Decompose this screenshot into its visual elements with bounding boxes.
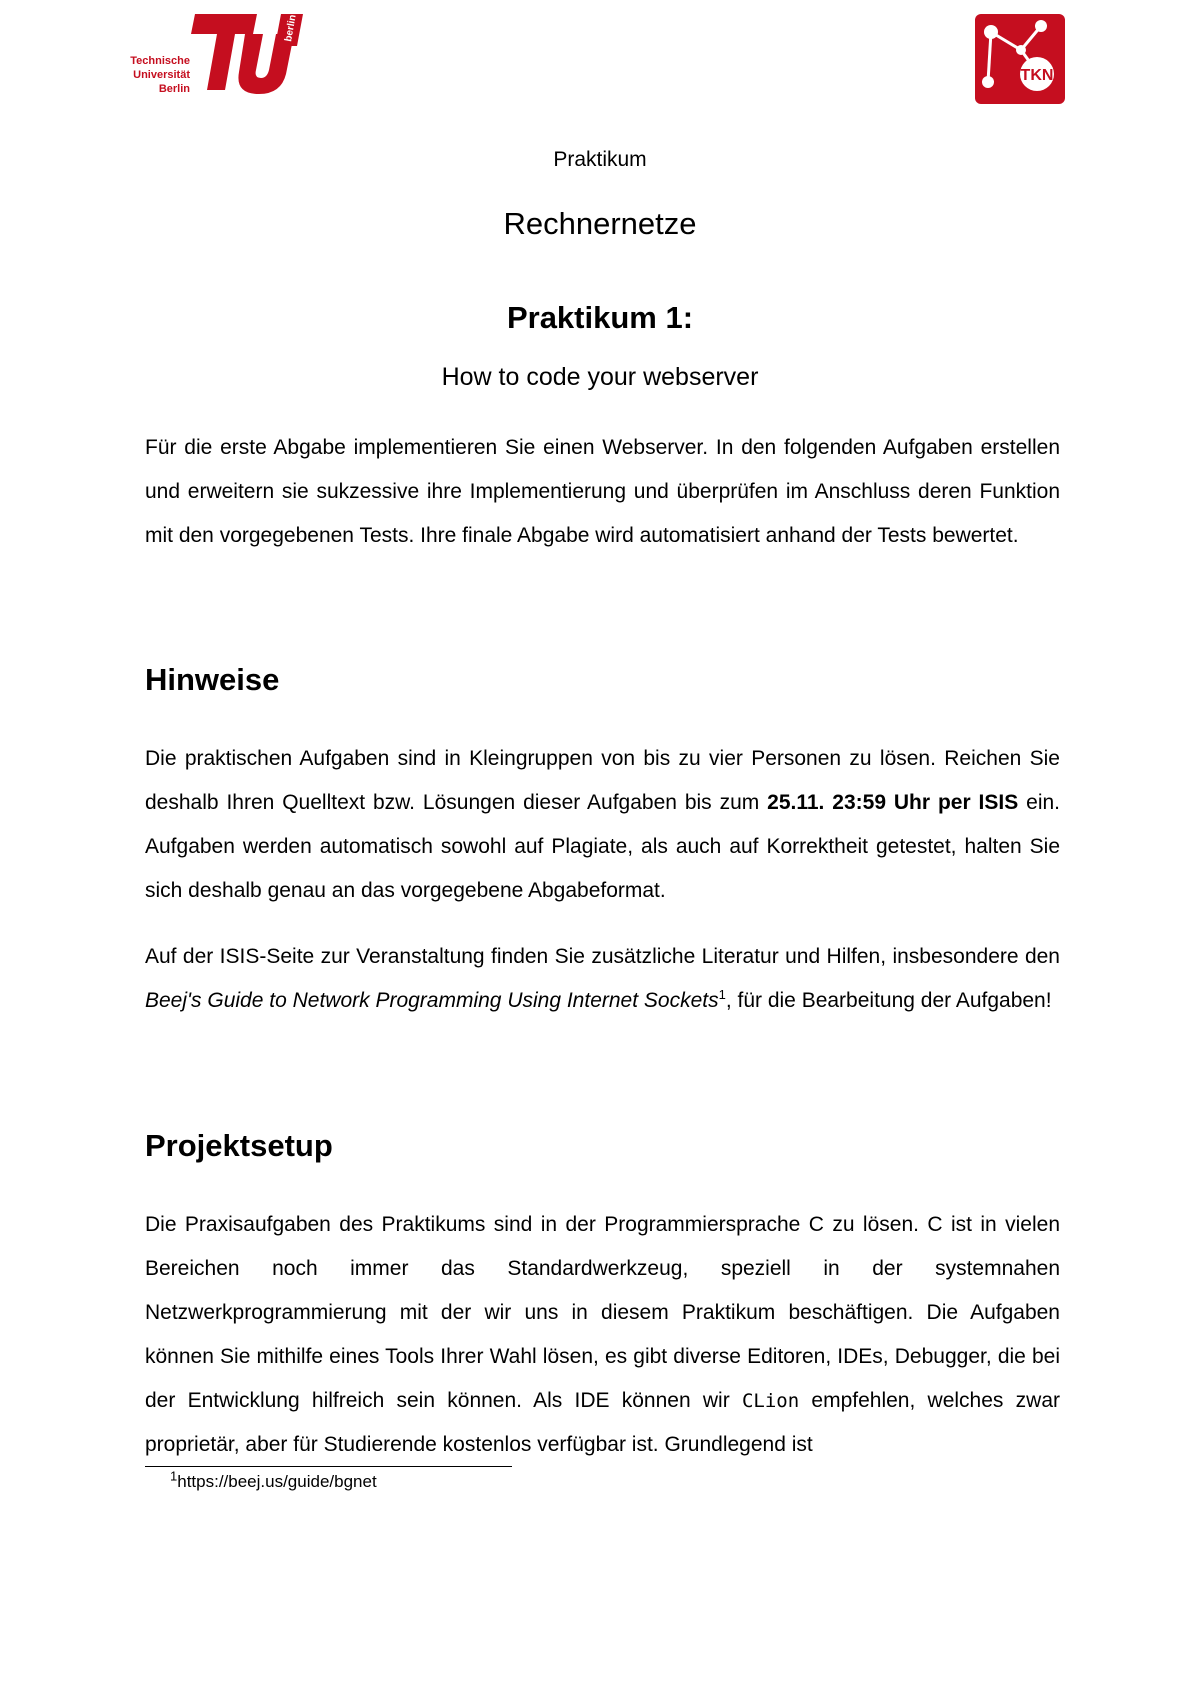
- projektsetup-p1-text-after: empfehlen, welches zwar proprietär, aber für Studierende kostenlos verfügbar ist. Grundlegend ist: [145, 1389, 1060, 1456]
- projektsetup-p1-text-before: Die Praxisaufgaben des Praktikums sind in der Programmiersprache C zu lösen. C ist in vielen Bereichen noch immer das Standardwerkzeug, speziell in der systemnahen Netzwerkprogrammierung mit der wir uns in diesem Praktikum beschäftigen. Die Aufgaben können Sie mithilfe eines Tools Ihrer Wahl lösen, es gibt diverse Editoren, IDEs, Debugger, die bei der Entwicklung hilfreich sein können. Als IDE können wir: [145, 1213, 1060, 1412]
- projektsetup-heading: Projektsetup: [145, 1128, 333, 1163]
- hinweise-p1-text-before: Die praktischen Aufgaben sind in Kleingruppen von bis zu vier Personen zu lösen. Reichen Sie deshalb Ihren Quelltext bzw. Lösungen dieser Aufgaben bis zum: [145, 747, 1060, 814]
- subject-title: Rechnernetze: [503, 206, 697, 241]
- hinweise-paragraph-1: [145, 737, 1060, 913]
- tu-logo-line2: Universität: [133, 69, 190, 81]
- hinweise-section: [145, 737, 1060, 1023]
- deadline-text: 25.11. 23:59 Uhr per ISIS: [767, 791, 1019, 814]
- footnote-divider: [145, 1466, 512, 1467]
- book-title: Beej's Guide to Network Programming Using Internet Sockets: [145, 989, 719, 1012]
- tu-logo-side-text: berlin: [283, 13, 299, 43]
- hinweise-heading: Hinweise: [145, 662, 280, 697]
- intro-paragraph: Für die erste Abgabe implementieren Sie einen Webserver. In den folgenden Aufgaben erstellen und erweitern sie sukzessive ihre Implementierung und überprüfen im Anschluss deren Funktion mit den vorgegebenen Tests. Ihre finale Abgabe wird automatisiert anhand der Tests bewertet.: [145, 436, 1060, 547]
- tu-berlin-logo: [130, 12, 305, 107]
- tkn-logo-graphic: [975, 14, 1065, 104]
- tkn-logo-text: TKN: [1020, 67, 1054, 84]
- document-title: Praktikum 1:: [506, 300, 694, 335]
- hinweise-p1-text-after: ein. Aufgaben werden automatisch sowohl auf Plagiate, als auch auf Korrektheit getestet, halten Sie sich deshalb genau an das vorgegebene Abgabeformat.: [145, 791, 1060, 902]
- projektsetup-paragraph-1: [145, 1203, 1060, 1467]
- hinweise-p2-text-before: Auf der ISIS-Seite zur Veranstaltung finden Sie zusätzliche Literatur und Hilfen, insbesondere den: [145, 945, 1060, 968]
- tu-logo-line3: Berlin: [158, 83, 190, 95]
- tu-berlin-logo-graphic: [130, 12, 305, 107]
- tkn-logo: [975, 14, 1065, 104]
- hinweise-paragraph-2: [145, 935, 1060, 1023]
- footnote-url[interactable]: https://beej.us/guide/bgnet: [177, 1472, 377, 1491]
- footnote-reference[interactable]: 1: [718, 987, 726, 1002]
- projektsetup-section: [145, 1203, 1060, 1467]
- clion-code: CLion: [741, 1390, 800, 1412]
- tu-logo-line1: Technische: [130, 55, 190, 67]
- course-label: Praktikum: [553, 148, 647, 171]
- footnote-mark: 1: [170, 1468, 178, 1484]
- hinweise-p2-text-after: , für die Bearbeitung der Aufgaben!: [725, 989, 1052, 1012]
- footnote: [170, 1468, 377, 1492]
- document-subtitle: How to code your webserver: [441, 363, 759, 391]
- intro-section: [145, 426, 1060, 558]
